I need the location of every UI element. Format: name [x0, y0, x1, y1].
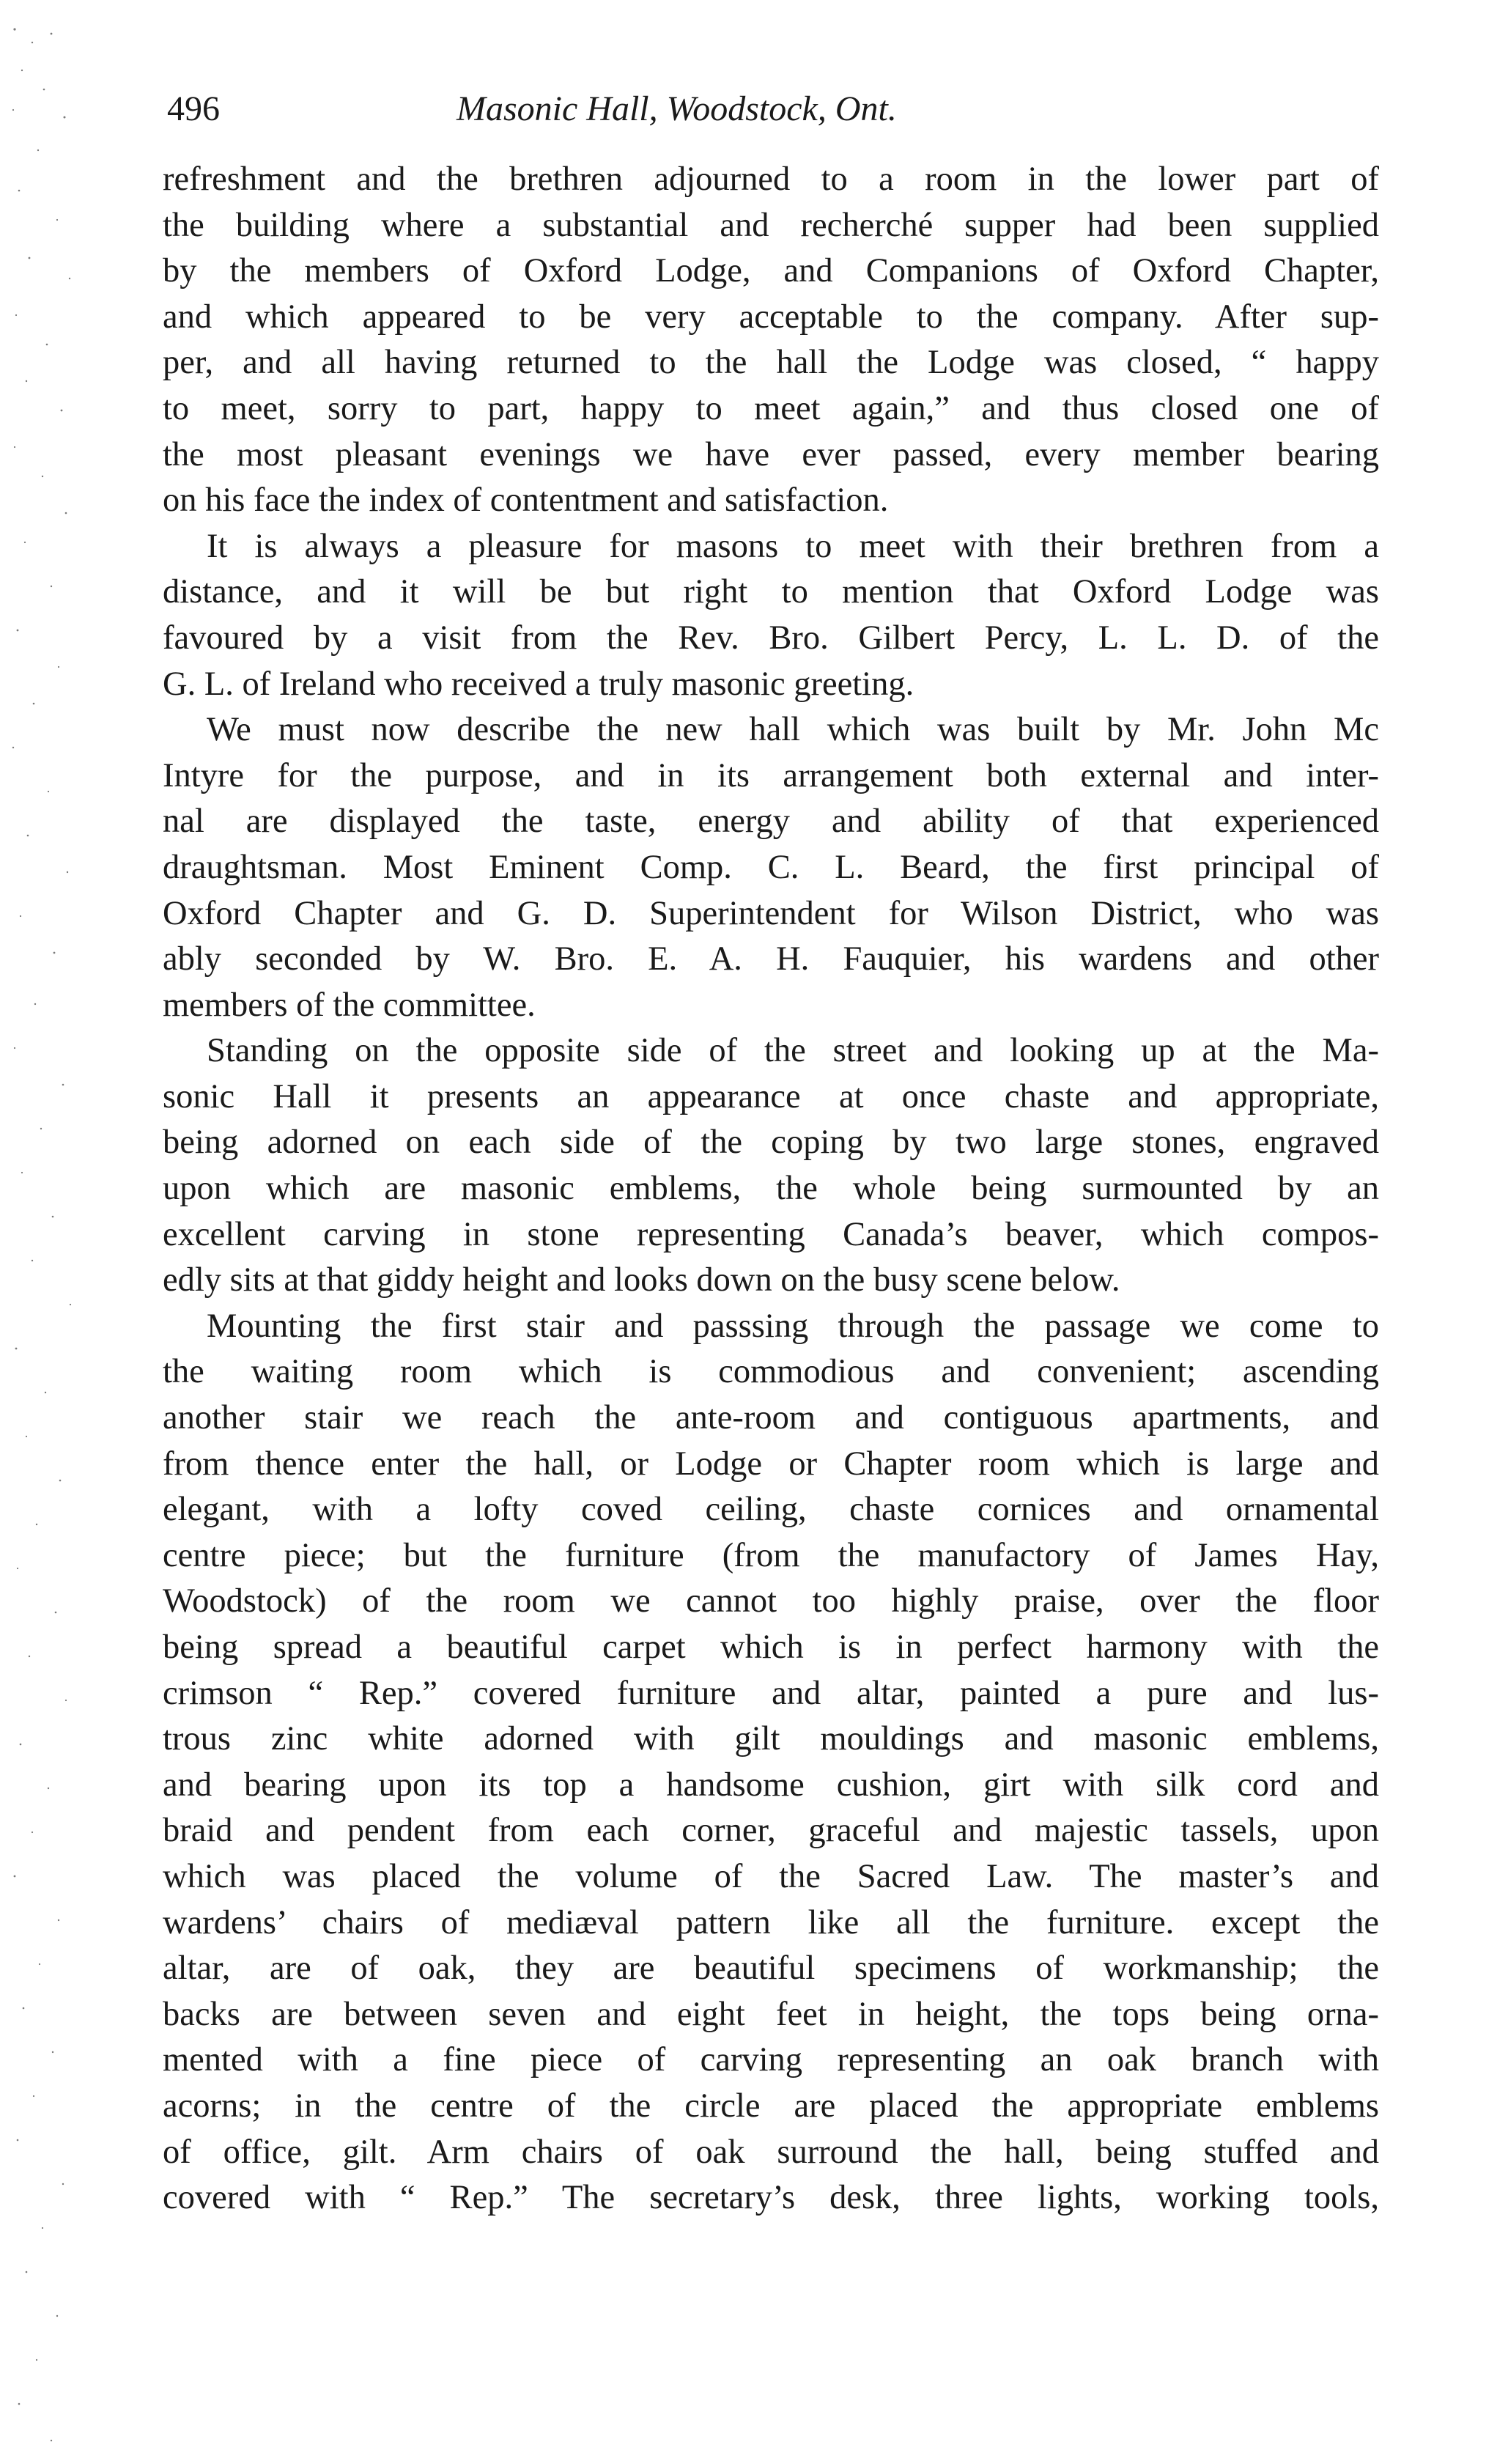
text-line: edly sits at that giddy height and looks down on the busy scene below. [163, 1261, 1120, 1299]
text-line: refreshment and the brethren adjourned to a room in the lower part of [163, 161, 1379, 198]
text-line: excellent carving in stone representing Canada’s beaver, which compos- [163, 1215, 1379, 1253]
text-line: It is always a pleasure for masons to meet with their brethren from a [207, 527, 1379, 565]
text-line: which was placed the volume of the Sacred Law. The master’s and [163, 1857, 1379, 1895]
text-line: draughtsman. Most Eminent Comp. C. L. Beard, the first principal of [163, 848, 1379, 886]
text-line: wardens’ chairs of mediæval pattern like all the furniture. except the [163, 1903, 1379, 1941]
text-line: Oxford Chapter and G. D. Superintendent for Wilson District, who was [163, 894, 1379, 932]
text-line: being spread a beautiful carpet which is in perfect harmony with the [163, 1628, 1379, 1666]
text-line: Woodstock) of the room we cannot too highly praise, over the floor [163, 1582, 1379, 1620]
text-line: acorns; in the centre of the circle are placed the appropriate emblems [163, 2087, 1379, 2125]
text-line: per, and all having returned to the hall the Lodge was closed, “ happy [163, 344, 1379, 382]
text-line: nal are displayed the taste, energy and ability of that experienced [163, 803, 1379, 841]
paragraph [163, 1304, 1379, 2221]
text-line: and bearing upon its top a handsome cushion, girt with silk cord and [163, 1766, 1379, 1804]
text-line: Mounting the first stair and passsing through the passage we come to [207, 1307, 1379, 1345]
text-line: on his face the index of contentment and satisfaction. [163, 482, 889, 520]
text-line: by the members of Oxford Lodge, and Companions of Oxford Chapter, [163, 252, 1379, 290]
text-line: the building where a substantial and recherché supper had been supplied [163, 206, 1379, 244]
text-line: of office, gilt. Arm chairs of oak surround the hall, being stuffed and [163, 2133, 1379, 2171]
paragraph [163, 1028, 1379, 1304]
text-line: braid and pendent from each corner, graceful and majestic tassels, upon [163, 1812, 1379, 1850]
text-line: distance, and it will be but right to mention that Oxford Lodge was [163, 573, 1379, 611]
text-line: ably seconded by W. Bro. E. A. H. Fauquier, his wardens and other [163, 940, 1379, 978]
text-line: covered with “ Rep.” The secretary’s desk, three lights, working tools, [163, 2179, 1379, 2217]
text-line: backs are between seven and eight feet in height, the tops being orna- [163, 1995, 1379, 2033]
body-text [163, 157, 1379, 2221]
text-line: to meet, sorry to part, happy to meet again,” and thus closed one of [163, 389, 1379, 427]
text-line: the most pleasant evenings we have ever passed, every member bearing [163, 435, 1379, 473]
text-line: and which appeared to be very acceptable to the company. After sup- [163, 298, 1379, 336]
text-line: elegant, with a lofty coved ceiling, chaste cornices and ornamental [163, 1491, 1379, 1529]
text-line: We must now describe the new hall which was built by Mr. John Mc [207, 711, 1379, 749]
text-line: sonic Hall it presents an appearance at once chaste and appropriate, [163, 1077, 1379, 1115]
running-head [167, 76, 1376, 142]
text-line: being adorned on each side of the coping by two large stones, engraved [163, 1124, 1379, 1162]
text-line: the waiting room which is commodious and convenient; ascending [163, 1353, 1379, 1391]
text-line: crimson “ Rep.” covered furniture and altar, painted a pure and lus- [163, 1674, 1379, 1712]
paragraph [163, 524, 1379, 707]
text-line: altar, are of oak, they are beautiful specimens of workmanship; the [163, 1950, 1379, 1988]
text-line: upon which are masonic emblems, the whole being surmounted by an [163, 1170, 1379, 1208]
text-line: trous zinc white adorned with gilt mouldings and masonic emblems, [163, 1720, 1379, 1758]
text-line: from thence enter the hall, or Lodge or Chapter room which is large and [163, 1445, 1379, 1483]
margin-specks-decoration [0, 0, 95, 2464]
running-title: Masonic Hall, Woodstock, Ont. [457, 89, 897, 128]
text-line: members of the committee. [163, 986, 536, 1024]
paragraph [163, 707, 1379, 1028]
text-line: favoured by a visit from the Rev. Bro. Gilbert Percy, L. L. D. of the [163, 619, 1379, 657]
text-line: Intyre for the purpose, and in its arrangement both external and inter- [163, 756, 1379, 794]
text-line: Standing on the opposite side of the street and looking up at the Ma- [207, 1032, 1379, 1070]
specks-group [12, 28, 71, 2441]
text-line: another stair we reach the ante-room and contiguous apartments, and [163, 1399, 1379, 1437]
text-line: mented with a fine piece of carving representing an oak branch with [163, 2041, 1379, 2079]
text-line: G. L. of Ireland who received a truly masonic greeting. [163, 665, 914, 703]
text-line: centre piece; but the furniture (from the manufactory of James Hay, [163, 1536, 1379, 1574]
page-number: 496 [167, 89, 220, 128]
paragraph [163, 157, 1379, 524]
